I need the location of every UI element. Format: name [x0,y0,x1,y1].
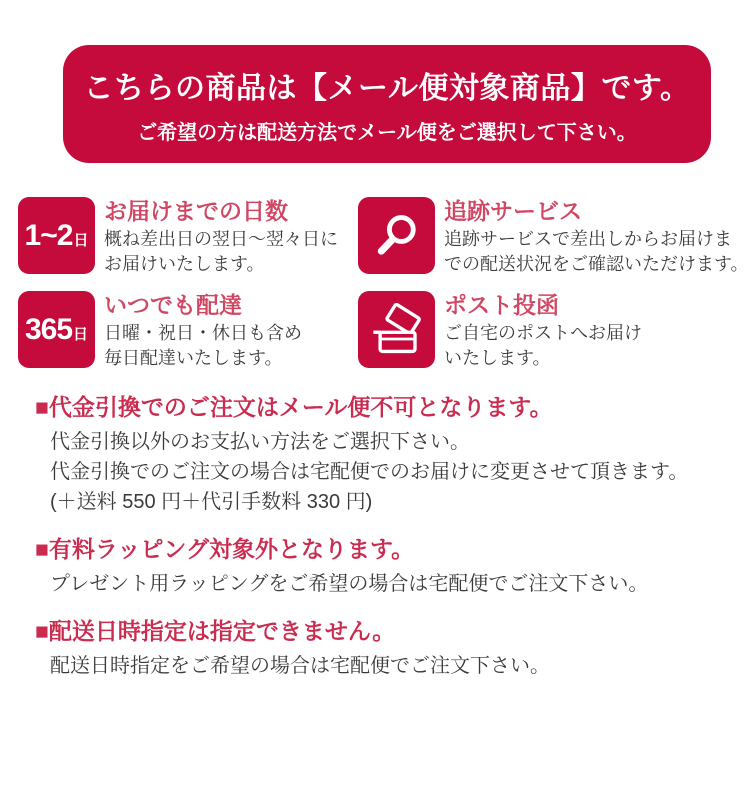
banner-title: こちらの商品は【メール便対象商品】です。 [83,72,691,105]
feature-body-line: での配送状況をご確認いただけます。 [444,254,749,274]
feature-body-line: 追跡サービスで差出しからお届けま [444,229,732,249]
mail-delivery-banner [63,45,711,163]
banner-subtitle: ご希望の方は配送方法でメール便をご選択して下さい。 [137,122,637,144]
badge-number: 365 [24,312,73,346]
mailbox-icon [358,291,435,368]
feature-text-block [104,197,338,277]
feature-body-line: 毎日配達いたします。 [104,348,283,368]
note-line: 代金引換以外のお支払い方法をご選択下さい。 [50,431,470,453]
notes-section [35,392,750,681]
note-heading: ■有料ラッピング対象外となります。 [35,536,415,562]
feature-body-line: 日曜・祝日・休日も含め [104,323,302,343]
feature-title: 追跡サービス [444,198,582,224]
feature-post-box [358,291,749,371]
badge-365-days-label [24,312,89,346]
note-gift-wrapping [35,534,750,599]
badge-365-days-icon [18,291,95,368]
note-heading: ■代金引換でのご注文はメール便不可となります。 [35,394,553,420]
feature-text-block [104,291,302,371]
note-heading: ■配送日時指定は指定できません。 [35,618,396,644]
badge-unit: 日 [73,325,89,343]
post-box-icon [370,303,424,357]
badge-1-2-days-icon [18,197,95,274]
feature-tracking [358,197,749,277]
note-line: 配送日時指定をご希望の場合は宅配便でご注文下さい。 [50,655,550,677]
feature-grid [18,197,749,371]
feature-body-line: ご自宅のポストへお届け [444,323,642,343]
badge-unit: 日 [73,231,89,249]
feature-body-line: いたします。 [444,348,551,368]
note-line: (＋送料 550 円＋代引手数料 330 円) [50,491,373,513]
feature-title: お届けまでの日数 [104,198,288,224]
feature-body-line: 概ね差出日の翌日〜翌々日に [104,229,338,249]
magnifier-icon [358,197,435,274]
feature-delivery-days [18,197,358,277]
note-delivery-date [35,616,750,681]
note-cash-on-delivery [35,392,750,517]
search-icon [371,210,423,262]
feature-everyday-delivery [18,291,358,371]
badge-1-2-days-label [24,218,89,252]
feature-body-line: お届けいたします。 [104,254,265,274]
feature-text-block [444,197,749,277]
feature-title: いつでも配達 [104,292,242,318]
feature-text-block [444,291,642,371]
badge-number: 1~2 [24,218,73,252]
note-line: プレゼント用ラッピングをご希望の場合は宅配便でご注文下さい。 [50,573,649,595]
note-line: 代金引換でのご注文の場合は宅配便でのお届けに変更させて頂きます。 [50,461,689,483]
feature-title: ポスト投函 [444,292,559,318]
